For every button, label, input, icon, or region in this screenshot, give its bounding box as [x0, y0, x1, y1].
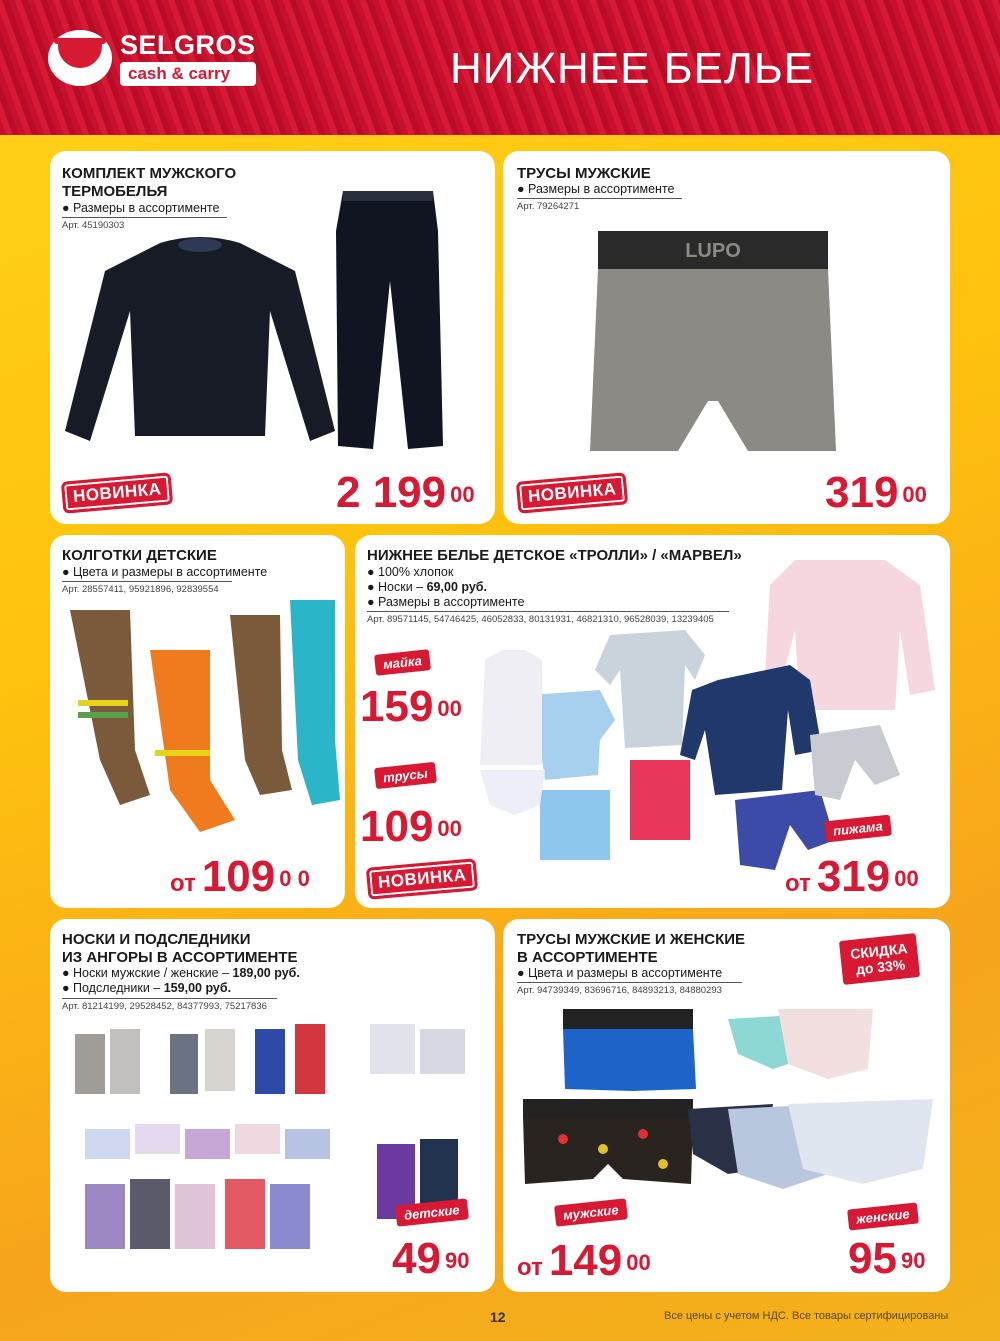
basket-icon: [48, 30, 112, 86]
kids-tag: детские: [395, 1198, 468, 1226]
product-title: КОМПЛЕКТ МУЖСКОГО ТЕРМОБЕЛЬЯ: [62, 165, 237, 200]
boxers-image: [588, 226, 838, 456]
article-number: Арт. 28557411, 95921896, 92839554: [62, 581, 232, 595]
price: 2 199 $^{00}$: [336, 468, 475, 517]
product-bullet: ● Цвета и размеры в ассортименте: [517, 966, 723, 980]
product-title: ТРУСЫ МУЖСКИЕ И ЖЕНСКИЕ В АССОРТИМЕНТЕ: [517, 931, 746, 966]
footer-note: Все цены с учетом НДС. Все товары сертифицированы: [664, 1310, 949, 1322]
women-tag: женские: [847, 1202, 918, 1230]
product-title: КОЛГОТКИ ДЕТСКИЕ: [62, 547, 217, 564]
article-number: Арт. 89571145, 54746425, 46052833, 80131931, 46821310, 96528039, 13239405: [367, 611, 729, 625]
brand-print: LUPO: [685, 240, 741, 262]
product-card-kids-underwear[interactable]: [355, 535, 950, 908]
product-bullet: ● 100% хлопок: [367, 565, 454, 579]
new-badge: НОВИНКА: [516, 472, 629, 514]
product-bullet: ● Размеры в ассортименте: [517, 182, 675, 196]
product-bullet-liners: ● Подследники – 159,00 руб.: [62, 981, 232, 995]
price: 319 $^{00}$: [825, 468, 927, 517]
pajama-tag: пижама: [824, 815, 892, 843]
price-briefs: 109 $^{00}$: [360, 802, 462, 851]
discount-badge: СКИДКА до 33%: [839, 933, 921, 985]
product-title: НИЖНЕЕ БЕЛЬЕ ДЕТСКОЕ «ТРОЛЛИ» / «МАРВЕЛ»: [367, 547, 742, 564]
article-number: Арт. 79264271: [517, 198, 682, 212]
tshirt-tag: майка: [374, 649, 431, 676]
product-card-men-boxers[interactable]: [503, 151, 950, 524]
men-tag: мужские: [554, 1198, 627, 1226]
selgros-logo[interactable]: [48, 30, 256, 86]
price: от 319 $^{00}$: [785, 852, 919, 901]
product-card-thermal-set[interactable]: [50, 151, 495, 524]
product-card-angora-socks[interactable]: [50, 919, 495, 1292]
thermal-shirt-image: [65, 231, 335, 446]
price-tshirt: 159 $^{00}$: [360, 682, 462, 731]
product-bullet: ● Цвета и размеры в ассортименте: [62, 565, 268, 579]
thermal-pants-image: [328, 191, 448, 451]
briefs-tag: трусы: [374, 762, 437, 789]
header-banner: [0, 0, 1000, 135]
tights-image: [60, 600, 340, 840]
underwear-image: [513, 999, 943, 1209]
article-number: Арт. 94739349, 83696716, 84893213, 84880293: [517, 982, 742, 996]
product-bullet-socks: ● Носки – 69,00 руб.: [367, 580, 487, 594]
article-number: Арт. 81214199, 29528452, 84377993, 75217836: [62, 998, 277, 1012]
product-bullet: ● Размеры в ассортименте: [62, 201, 220, 215]
article-number: Арт. 45190303: [62, 217, 227, 231]
product-bullet-socks: ● Носки мужские / женские – 189,00 руб.: [62, 966, 300, 980]
product-card-underwear-men-women[interactable]: [503, 919, 950, 1292]
page-number: 12: [490, 1309, 506, 1325]
price-men: от 149 $^{00}$: [517, 1236, 651, 1285]
logo-sub: cash & carry: [120, 62, 256, 86]
product-bullet: ● Размеры в ассортименте: [367, 595, 525, 609]
new-badge: НОВИНКА: [61, 472, 174, 514]
price-women: 95 $^{90}$: [848, 1234, 926, 1283]
logo-brand: SELGROS: [120, 30, 256, 60]
page-title: НИЖНЕЕ БЕЛЬЕ: [450, 44, 815, 93]
product-title: НОСКИ И ПОДСЛЕДНИКИ ИЗ АНГОРЫ В АССОРТИМЕНТЕ: [62, 931, 298, 966]
product-card-kids-tights[interactable]: [50, 535, 345, 908]
new-badge: НОВИНКА: [366, 858, 479, 900]
product-title: ТРУСЫ МУЖСКИЕ: [517, 165, 651, 182]
price: от 109 $^{0 0}$: [170, 852, 310, 901]
price: 49 $^{90}$: [392, 1234, 470, 1283]
